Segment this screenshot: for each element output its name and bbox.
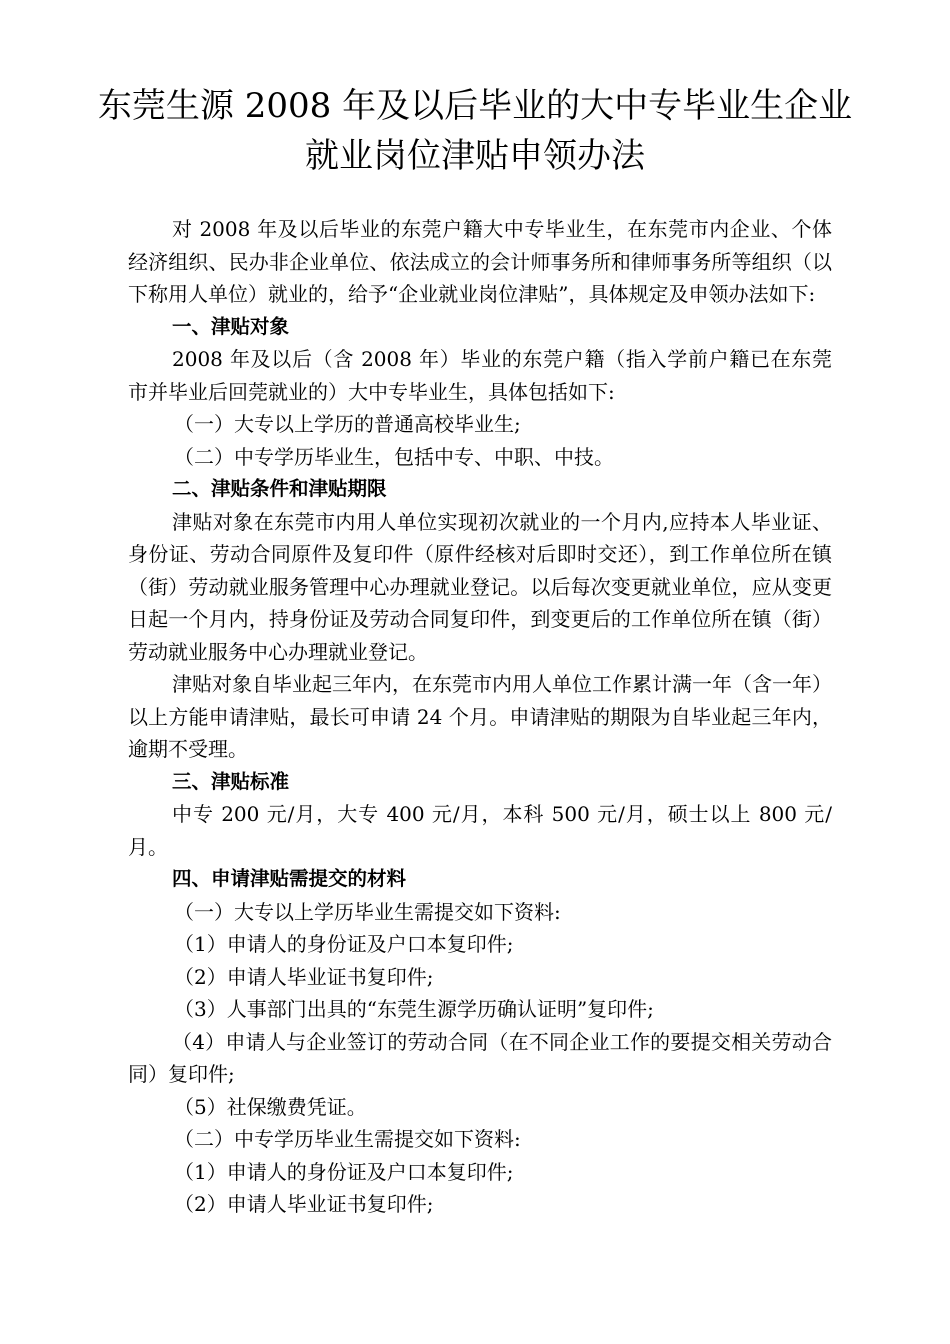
section-4-group-1-item-2: （2）申请人毕业证书复印件; <box>174 964 434 989</box>
document-title-line-2: 就业岗位津贴申领办法 <box>305 136 645 176</box>
section-1-item-1: （一）大专以上学历的普通高校毕业生; <box>174 412 521 436</box>
section-heading-2: 二、津贴条件和津贴期限 <box>172 477 387 500</box>
document-title-line-1: 东莞生源 2008 年及以后毕业的大中专毕业生企业 <box>97 86 853 126</box>
section-2-paragraph-2: 津贴对象自毕业起三年内，在东莞市内用人单位工作累计满一年（含一年）以上方能申请津贴，最长可申请 24 个月。申请津贴的期限为自毕业起三年内，逾期不受理。 <box>128 672 832 761</box>
section-heading-3: 三、津贴标准 <box>172 769 290 793</box>
section-4-group-2-item-1: （1）申请人的身份证及户口本复印件; <box>174 1159 514 1184</box>
document-body <box>128 213 832 1221</box>
section-1-paragraph: 2008 年及以后（含 2008 年）毕业的东莞户籍（指入学前户籍已在东莞市并毕业后回莞就业的）大中专毕业生，具体包括如下: <box>128 347 832 404</box>
section-3-paragraph: 中专 200 元/月，大专 400 元/月，本科 500 元/月，硕士以上 800 元/月。 <box>128 802 832 859</box>
section-4-group-2-item-2: （2）申请人毕业证书复印件; <box>174 1192 434 1216</box>
section-4-group-1-item-1: （1）申请人的身份证及户口本复印件; <box>174 932 514 956</box>
intro-paragraph: 对 2008 年及以后毕业的东莞户籍大中专毕业生，在东莞市内企业、个体经济组织、民办非企业单位、依法成立的会计师事务所和律师事务所等组织（以下称用人单位）就业的，给予“企业就业岗位津贴”，具体规定及申领办法如下: <box>128 217 832 306</box>
section-4-group-1-item-5: （5）社保缴费凭证。 <box>174 1094 367 1119</box>
section-4-group-1-title: （一）大专以上学历毕业生需提交如下资料: <box>174 899 561 924</box>
section-2-paragraph-1: 津贴对象在东莞市内用人单位实现初次就业的一个月内,应持本人毕业证、身份证、劳动合同原件及复印件（原件经核对后即时交还），到工作单位所在镇（街）劳动就业服务管理中心办理就业登记。以后每次变更就业单位，应从变更日起一个月内，持身份证及劳动合同复印件，到变更后的工作单位所在镇（街）劳动就业服务中心办理就业登记。 <box>128 509 832 664</box>
section-4-group-2-title: （二）中专学历毕业生需提交如下资料: <box>174 1127 521 1151</box>
section-4-group-1-item-4: （4）申请人与企业签订的劳动合同（在不同企业工作的要提交相关劳动合同）复印件; <box>128 1029 832 1086</box>
section-heading-1: 一、津贴对象 <box>172 314 290 338</box>
section-heading-4: 四、申请津贴需提交的材料 <box>172 867 407 890</box>
section-4-group-1-item-3: （3）人事部门出具的“东莞生源学历确认证明”复印件; <box>174 997 654 1021</box>
section-1-item-2: （二）中专学历毕业生，包括中专、中职、中技。 <box>174 444 614 469</box>
